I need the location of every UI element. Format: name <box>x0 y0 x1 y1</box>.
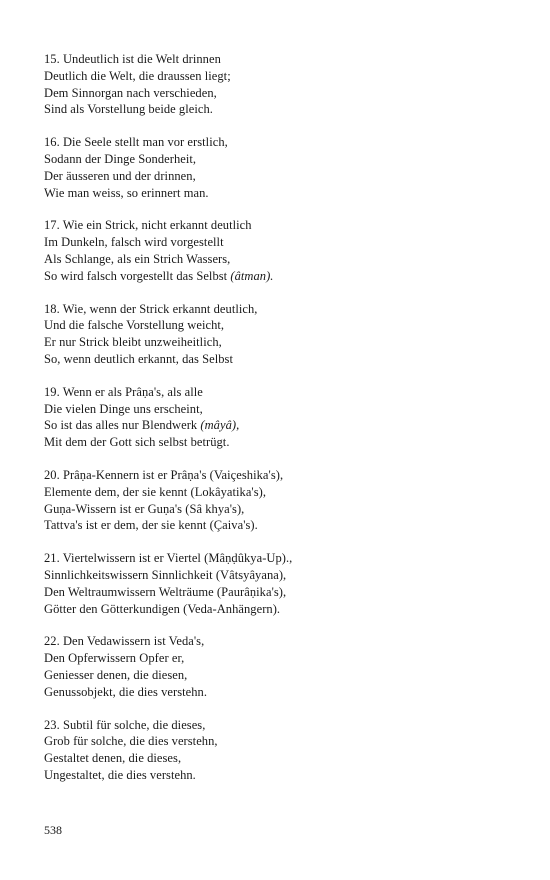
stanza <box>44 134 514 201</box>
verse-line-text: Die vielen Dinge uns erscheint, <box>44 401 203 416</box>
verse-line-text: Der äusseren und der drinnen, <box>44 168 196 183</box>
verse-line <box>44 301 514 318</box>
verse-line <box>44 134 514 151</box>
verse-line-text: Er nur Strick bleibt unzweiheitlich, <box>44 335 222 350</box>
stanza <box>44 51 514 118</box>
verse-line <box>44 85 514 102</box>
page-number: 538 <box>44 823 62 837</box>
verse-line <box>44 667 514 684</box>
verse-line-text: Als Schlange, als ein Strich Wassers, <box>44 251 231 266</box>
verse-line <box>44 251 514 268</box>
verse-text <box>44 51 514 800</box>
verse-line <box>44 51 514 68</box>
verse-line-text: Wie man weiss, so erinnert man. <box>44 185 209 200</box>
verse-line-text: So wird falsch vorgestellt das Selbst <box>44 268 231 283</box>
verse-line <box>44 268 514 285</box>
verse-line-text: Dem Sinnorgan nach verschieden, <box>44 85 217 100</box>
verse-line <box>44 151 514 168</box>
verse-line <box>44 717 514 734</box>
verse-line <box>44 185 514 202</box>
verse-line <box>44 684 514 701</box>
stanza <box>44 217 514 284</box>
verse-line-text: 22. Den Vedawissern ist Veda's, <box>44 634 205 649</box>
stanza <box>44 384 514 451</box>
verse-line <box>44 168 514 185</box>
verse-line <box>44 633 514 650</box>
stanza <box>44 717 514 784</box>
verse-line <box>44 733 514 750</box>
stanza <box>44 633 514 700</box>
verse-line <box>44 234 514 251</box>
verse-line-text: Tattva's ist er dem, der sie kennt (Çaiva's). <box>44 518 258 533</box>
verse-line <box>44 584 514 601</box>
verse-line <box>44 384 514 401</box>
verse-line <box>44 750 514 767</box>
verse-line-text: Ungestaltet, die dies verstehn. <box>44 767 196 782</box>
stanza <box>44 467 514 534</box>
verse-line <box>44 101 514 118</box>
verse-line <box>44 484 514 501</box>
sanskrit-term: (mâyâ), <box>200 418 240 433</box>
verse-line-text: Deutlich die Welt, die draussen liegt; <box>44 68 231 83</box>
verse-line <box>44 767 514 784</box>
verse-line <box>44 334 514 351</box>
verse-line <box>44 517 514 534</box>
verse-line <box>44 550 514 567</box>
verse-line <box>44 401 514 418</box>
verse-line-text: 15. Undeutlich ist die Welt drinnen <box>44 52 221 66</box>
stanza <box>44 301 514 368</box>
verse-line-text: Den Opferwissern Opfer er, <box>44 651 185 666</box>
verse-line <box>44 501 514 518</box>
sanskrit-term: (âtman). <box>230 268 274 283</box>
verse-line-text: Sodann der Dinge Sonderheit, <box>44 151 197 166</box>
verse-line-text: Mit dem der Gott sich selbst betrügt. <box>44 435 230 450</box>
verse-line-text: Und die falsche Vorstellung weicht, <box>44 318 225 333</box>
verse-line-text: Guṇa-Wissern ist er Guṇa's (Sâ khya's), <box>44 501 245 516</box>
verse-line-text: 16. Die Seele stellt man vor erstlich, <box>44 135 228 150</box>
verse-line-text: Götter den Götterkundigen (Veda-Anhängern). <box>44 601 281 616</box>
verse-line-text: Sind als Vorstellung beide gleich. <box>44 102 213 117</box>
verse-line-text: So ist das alles nur Blendwerk <box>44 418 201 433</box>
verse-line-text: 18. Wie, wenn der Strick erkannt deutlich, <box>44 301 258 316</box>
verse-line-text: Genussobjekt, die dies verstehn. <box>44 684 208 699</box>
verse-line-text: 23. Subtil für solche, die dieses, <box>44 717 206 732</box>
verse-line-text: Den Weltraumwissern Welträume (Paurâṇika's), <box>44 584 287 599</box>
verse-line <box>44 434 514 451</box>
verse-line <box>44 68 514 85</box>
verse-line-text: Im Dunkeln, falsch wird vorgestellt <box>44 235 224 250</box>
verse-line <box>44 217 514 234</box>
verse-line-text: So, wenn deutlich erkannt, das Selbst <box>44 351 233 366</box>
verse-line <box>44 317 514 334</box>
verse-line <box>44 467 514 484</box>
verse-line-text: Geniesser denen, die diesen, <box>44 667 188 682</box>
verse-line <box>44 351 514 368</box>
stanza <box>44 550 514 617</box>
verse-line-text: Gestaltet denen, die dieses, <box>44 751 182 766</box>
verse-line <box>44 601 514 618</box>
verse-line-text: Grob für solche, die dies verstehn, <box>44 734 218 749</box>
verse-line <box>44 567 514 584</box>
verse-line-text: 19. Wenn er als Prâṇa's, als alle <box>44 384 203 399</box>
verse-line-text: 17. Wie ein Strick, nicht erkannt deutlich <box>44 218 252 233</box>
verse-line-text: 21. Viertelwissern ist er Viertel (Mâṇḍûkya-Up)., <box>44 551 293 566</box>
verse-line-text: Sinnlichkeitswissern Sinnlichkeit (Vâtsyâyana), <box>44 567 287 582</box>
verse-line <box>44 650 514 667</box>
verse-line-text: 20. Prâṇa-Kennern ist er Prâṇa's (Vaiçeshika's), <box>44 467 284 482</box>
verse-line-text: Elemente dem, der sie kennt (Lokâyatika's), <box>44 484 267 499</box>
verse-line <box>44 417 514 434</box>
